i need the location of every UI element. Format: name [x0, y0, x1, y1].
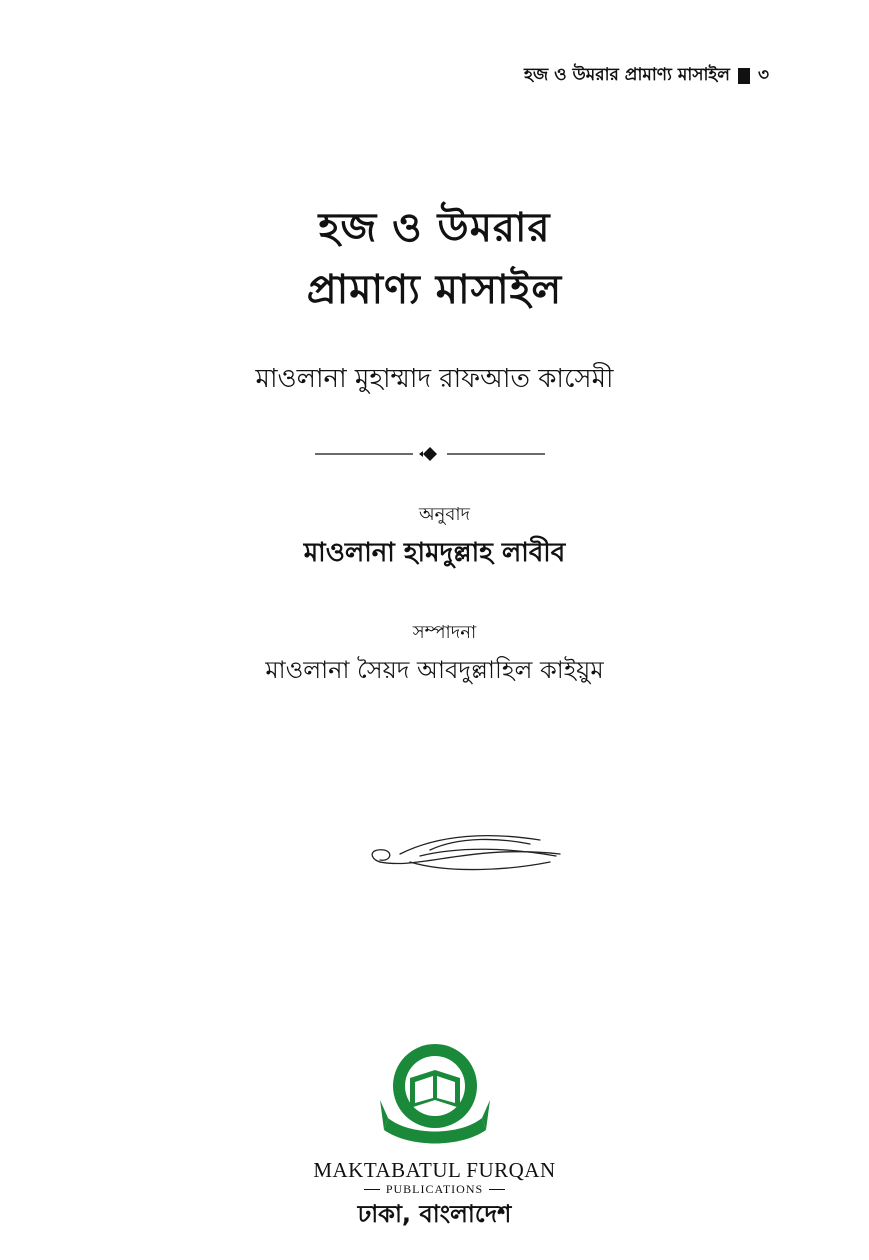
editor-name: মাওলানা সৈয়দ আবদুল্লাহিল কাইয়ুম: [265, 656, 604, 684]
author-name: মাওলানা মুহাম্মাদ রাফআত কাসেমী: [255, 364, 614, 394]
publisher-subtitle: PUBLICATIONS: [385, 1182, 484, 1196]
translator-name: মাওলানা হামদুল্লাহ লাবীব: [303, 538, 566, 568]
editor-label: সম্পাদনা: [412, 622, 477, 643]
translator-label: অনুবাদ: [418, 504, 471, 525]
flourish-ornament-icon: [360, 826, 565, 882]
header-square-icon: [738, 68, 750, 84]
ornamental-divider-icon: [315, 446, 545, 462]
publisher-logo-icon: [370, 1040, 500, 1158]
publisher-place: ঢাকা, বাংলাদেশ: [357, 1200, 512, 1228]
book-title-line-1: হজ ও উমরার: [318, 205, 551, 251]
running-header: [524, 62, 769, 90]
running-title: হজ ও উমরার প্রামাণ্য মাসাইল: [524, 65, 730, 85]
left-rule: [364, 1189, 380, 1190]
page-number: ৩: [757, 65, 769, 85]
right-rule: [489, 1189, 505, 1190]
publisher-subtitle-row: [0, 1182, 869, 1197]
book-title-line-2: প্রামাণ্য মাসাইল: [306, 267, 563, 313]
publisher-name: MAKTABATUL FURQAN: [313, 1158, 556, 1182]
